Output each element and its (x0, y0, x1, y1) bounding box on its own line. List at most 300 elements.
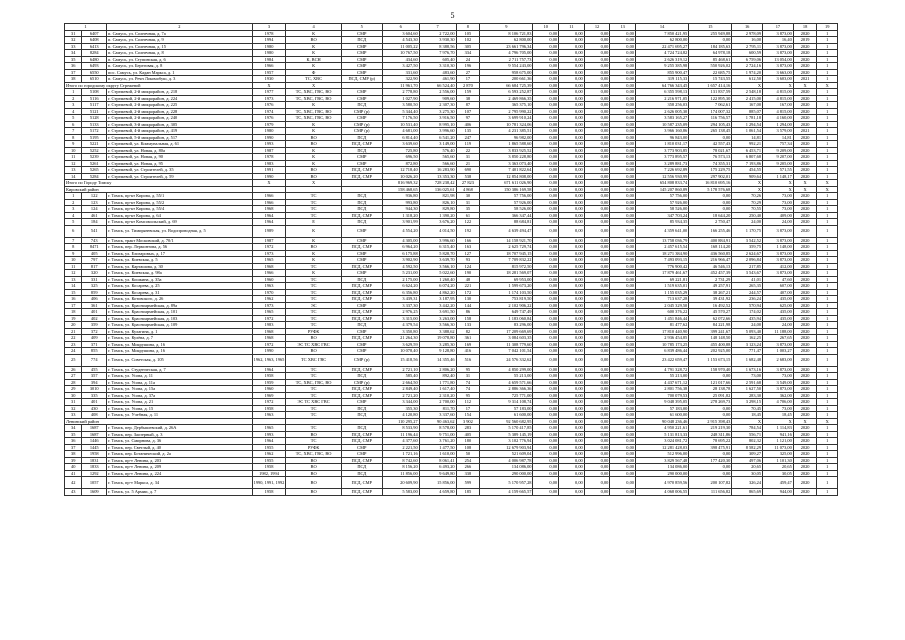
table-cell: 0,00 (533, 225, 559, 237)
table-cell: 0,00 (533, 328, 559, 335)
table-cell: 0,00 (533, 128, 559, 135)
table-cell: 1 (817, 193, 838, 200)
table-cell: 1990 (252, 348, 286, 355)
table-cell: 0,00 (610, 412, 636, 419)
table-cell: 13 (65, 276, 82, 283)
table-cell: ПСД (341, 134, 382, 141)
table-cell: СМР (341, 69, 382, 76)
table-cell: 35 (65, 56, 82, 63)
table-cell: 5265 (82, 167, 107, 174)
table-cell: 516 (456, 354, 480, 366)
table-cell: 0,00 (610, 418, 636, 425)
table-cell: 3 275,30 (419, 108, 456, 115)
table-cell: 255 949,88 (689, 30, 732, 37)
table-cell: 10 587 235,09 (635, 121, 688, 128)
table-cell: г. Томск, ул. Усова, д. 37а (107, 392, 253, 399)
table-cell: ПСД (341, 102, 382, 109)
table-cell: 2020 (793, 392, 817, 399)
table-cell: 1 294,54 (732, 121, 763, 128)
table-cell: 6413 (82, 43, 107, 50)
table-cell: 40 (65, 464, 82, 471)
table-cell: 18 644,20 (689, 212, 732, 219)
table-cell: 0,00 (689, 464, 732, 471)
table-cell: 0,00 (533, 335, 559, 342)
table-cell: ПСД, СМР (341, 457, 382, 464)
table-cell: 2020 (793, 115, 817, 122)
table-cell: 0,00 (559, 444, 585, 451)
table-cell: 885,07 (732, 108, 763, 115)
table-cell: 8471 (82, 244, 107, 251)
table-cell: г. Томск, ул. Усова, д. 15 (107, 405, 253, 412)
table-cell: 1 610,00 (419, 451, 456, 458)
table-cell: 13 758 036,79 (635, 237, 688, 244)
table-cell: 0,00 (533, 489, 559, 496)
table-cell: 435,00 (763, 315, 794, 322)
table-cell: 0,00 (533, 464, 559, 471)
table-cell: 105 (456, 30, 480, 37)
table-cell: 0,00 (584, 212, 610, 219)
column-number-cell: 8 (456, 24, 480, 31)
table-cell: 1 (817, 283, 838, 290)
table-cell: 372 (82, 328, 107, 335)
table-cell: 38 (456, 95, 480, 102)
repair-schedule-table (64, 23, 838, 496)
table-cell: 338 (456, 470, 480, 477)
table-cell: 150 386 169,58 (480, 186, 533, 193)
table-cell: ПСД, СМР (341, 212, 382, 219)
table-cell: ТС, ХВС, ГВС, ВО (286, 379, 341, 386)
table-cell: 17 (456, 405, 480, 412)
table-cell: 571,55 (763, 167, 794, 174)
table-cell: 7 493 093,15 (635, 257, 688, 264)
table-cell: 0,00 (584, 270, 610, 277)
table-cell: 2019 (793, 37, 817, 44)
table-cell: ПСД, СМР (341, 141, 382, 148)
table-cell: 1 155 035,29 (635, 289, 688, 296)
table-cell: 0,00 (559, 43, 585, 50)
table-cell: 55 213,00 (635, 373, 688, 380)
table-cell: г. Томск, ул. Мокрушина, д. 16 (107, 341, 253, 348)
table-cell: 0,00 (584, 115, 610, 122)
row-label-cell: Итого по Городу Томску (65, 180, 253, 187)
table-cell: СМР (341, 56, 382, 63)
table-cell: 0,00 (610, 121, 636, 128)
table-cell: г. Томск, ул. Косарева, д. 31 (107, 289, 253, 296)
table-cell: 0,00 (533, 263, 559, 270)
table-cell: 0,00 (533, 212, 559, 219)
table-cell: 2020 (793, 160, 817, 167)
table-cell: 0,00 (610, 477, 636, 489)
table-cell: К (286, 102, 341, 109)
table-cell: ПСД, СМР (341, 309, 382, 316)
table-cell: 0,00 (610, 457, 636, 464)
table-cell: 16 (65, 296, 82, 303)
table-cell: 34 (65, 50, 82, 57)
table-cell: 5 231,00 (382, 270, 419, 277)
table-cell: 11 073,00 (763, 444, 794, 451)
table-cell: 326,24 (732, 477, 763, 489)
table-cell: 1 (817, 225, 838, 237)
table-cell: 0,00 (559, 431, 585, 438)
table-cell: 0,00 (559, 341, 585, 348)
table-cell: 0,00 (559, 115, 585, 122)
table-cell: 2 548,18 (732, 89, 763, 96)
table-cell: Х (763, 82, 794, 89)
table-cell: 6 839 486,44 (635, 348, 688, 355)
table-cell: 6480 (82, 56, 107, 63)
table-cell: 134 086,00 (635, 464, 688, 471)
table-cell: 4 706,00 (763, 399, 794, 406)
table-cell: 2020 (793, 289, 817, 296)
table-cell: 2020 (793, 470, 817, 477)
table-cell: 0,00 (610, 328, 636, 335)
table-cell: 1 (817, 212, 838, 219)
table-cell: 2020 (793, 366, 817, 373)
table-cell: 0,00 (610, 154, 636, 161)
table-cell: 0,00 (610, 89, 636, 96)
table-cell: 5 583,00 (382, 489, 419, 496)
table-cell: 0,00 (584, 309, 610, 316)
table-cell: 0,00 (533, 386, 559, 393)
table-cell: 0,00 (533, 366, 559, 373)
table-cell: 405 (82, 250, 107, 257)
table-cell: 0,00 (584, 160, 610, 167)
table-cell: 1987 (252, 147, 286, 154)
table-cell: 0,00 (559, 283, 585, 290)
table-cell: ТС (286, 405, 341, 412)
table-cell: ТС (286, 193, 341, 200)
table-cell: 6408 (82, 37, 107, 44)
table-cell: 1 (817, 154, 838, 161)
table-cell: 0,00 (533, 315, 559, 322)
table-cell: 0,00 (533, 425, 559, 432)
table-cell: 2020 (793, 89, 817, 96)
table-cell: 455 400,88 (689, 341, 732, 348)
table-row (65, 354, 838, 366)
table-cell: 69 953,00 (480, 276, 533, 283)
table-cell: 0,00 (610, 219, 636, 226)
table-cell: 941,16 (763, 431, 794, 438)
table-cell: ТС (286, 425, 341, 432)
table-cell: 37 (65, 69, 82, 76)
table-cell: СМР (341, 89, 382, 96)
table-cell: 85 934,35 (635, 219, 688, 226)
table-cell: 325 (82, 283, 107, 290)
table-cell: 0,00 (559, 457, 585, 464)
table-cell: 1964 (252, 438, 286, 445)
table-cell: 362,00 (763, 392, 794, 399)
table-cell: 4 160,00 (763, 115, 794, 122)
table-cell: 5 (65, 115, 82, 122)
table-cell: 0,00 (584, 128, 610, 135)
table-cell: г. Томск, ул. Мокрушина, д. 16 (107, 348, 253, 355)
table-cell: 1 148,17 (763, 173, 794, 180)
table-cell: 2021 (793, 128, 817, 135)
table-cell: 134 086,00 (480, 464, 533, 471)
table-cell: 62 072,66 (689, 315, 732, 322)
table-cell: г. Томск, ул. Студенческая, д. 7 (107, 366, 253, 373)
table-cell: 0,00 (559, 56, 585, 63)
table-cell: г. Стрежевой, 5-й микрорайон, д. 517 (107, 134, 253, 141)
table-cell: СМР (р) (341, 379, 382, 386)
table-cell: 1831 (82, 457, 107, 464)
table-cell: 11 (65, 263, 82, 270)
table-cell: 0,00 (559, 477, 585, 489)
table-cell: ПСД, СМР (341, 296, 382, 303)
table-cell: г. Стрежевой, ул. Новая, д. 80а (107, 147, 253, 154)
table-cell: 0,00 (584, 457, 610, 464)
table-cell: 2020 (793, 134, 817, 141)
table-cell: Х (763, 418, 794, 425)
table-cell: 0,00 (533, 250, 559, 257)
table-cell: 1 451 846,44 (635, 315, 688, 322)
table-cell: 0,00 (610, 489, 636, 496)
table-cell: 166 255,46 (689, 225, 732, 237)
table-cell: пос. Самусь, ул. Кадан Маркса, д. 1 (107, 69, 253, 76)
table-cell: 909,64 (732, 173, 763, 180)
table-cell: 5172 (82, 128, 107, 135)
table-cell: 70,45 (732, 405, 763, 412)
table-cell: 3 996,60 (419, 237, 456, 244)
table-cell: 0,00 (610, 43, 636, 50)
table-cell: 0,00 (584, 50, 610, 57)
table-cell: 2 591,68 (732, 379, 763, 386)
table-cell: 2020 (793, 328, 817, 335)
table-cell: 3 603,00 (763, 76, 794, 83)
table-cell: 266 (456, 464, 480, 471)
table-cell: 216 966,47 (689, 257, 732, 264)
table-cell: 18,45 (763, 412, 794, 419)
table-cell: 4 068 006,55 (635, 489, 688, 496)
table-cell: 4 639 494,47 (480, 225, 533, 237)
table-cell: 0,00 (533, 115, 559, 122)
table-cell: 21 (65, 328, 82, 335)
table-cell: 5 170 957,28 (480, 477, 533, 489)
table-cell: 3 873,00 (763, 225, 794, 237)
table-cell: 39 (65, 457, 82, 464)
table-cell: 0,00 (610, 56, 636, 63)
table-cell: 2020 (793, 212, 817, 219)
table-cell: 1 (817, 108, 838, 115)
table-cell: 1 (817, 341, 838, 348)
column-number-cell: 14 (635, 24, 688, 31)
table-cell: 7 976,70 (419, 50, 456, 57)
table-cell: 33 (65, 43, 82, 50)
table-cell: К (286, 128, 341, 135)
table-cell: 2 778,80 (382, 89, 419, 96)
table-cell: 2 457 615,54 (635, 244, 688, 251)
table-cell: 347 703,24 (635, 212, 688, 219)
table-cell: 9 751,00 (419, 431, 456, 438)
table-cell: ТС (286, 276, 341, 283)
table-cell: 18,45 (732, 412, 763, 419)
table-cell: 2 307,30 (419, 102, 456, 109)
table-cell: 0,00 (584, 37, 610, 44)
table-cell: К (286, 147, 341, 154)
table-cell: 2 625 729,74 (480, 244, 533, 251)
table-cell: 3 639,70 (419, 257, 456, 264)
table-cell: 0,00 (584, 405, 610, 412)
table-cell: 24 576 332,62 (480, 354, 533, 366)
table-cell: 1 (817, 366, 838, 373)
table-cell: 815 972,50 (480, 263, 533, 270)
table-cell: 70,26 (732, 193, 763, 200)
table-cell: 2020 (793, 341, 817, 348)
table-cell: 130 (456, 296, 480, 303)
table-cell: 16 492,52 (689, 302, 732, 309)
table-cell: 0,00 (533, 470, 559, 477)
table-cell: п. Самусь, ул. Солнечная, д. 8 (107, 50, 253, 57)
table-cell: 254 (456, 457, 480, 464)
table-cell: 0,00 (533, 341, 559, 348)
table-cell: СМР (341, 270, 382, 277)
table-cell: 76 573,13 (689, 154, 732, 161)
table-cell: 11 005,22 (382, 43, 419, 50)
table-cell: ПСД (341, 147, 382, 154)
table-cell: 9 554 243,00 (480, 63, 533, 70)
table-cell: ТС ХВС ГВС (286, 354, 341, 366)
table-cell: К (286, 30, 341, 37)
table-cell: 158 970,40 (689, 366, 732, 373)
table-cell: г. Томск, ул. Красноармейская, д. 103 (107, 315, 253, 322)
table-cell: 0,00 (584, 412, 610, 419)
table-cell: 202 925,00 (689, 348, 732, 355)
table-cell: 78 021,67 (689, 147, 732, 154)
table-cell: 1 (817, 296, 838, 303)
table-cell: 108 (456, 444, 480, 451)
table-cell: 11 196,44 (382, 431, 419, 438)
table-cell: 6 356,80 (382, 289, 419, 296)
table-cell: ПСД, СМР (341, 477, 382, 489)
table-cell: 12 718,40 (382, 167, 419, 174)
table-cell: 0,00 (584, 477, 610, 489)
table-cell: 196 (456, 63, 480, 70)
table-cell: 24 (65, 348, 82, 355)
column-number-cell: 5 (341, 24, 382, 31)
table-cell: 408 (82, 412, 107, 419)
table-cell: 2 700,00 (419, 399, 456, 406)
table-cell: 0,00 (610, 193, 636, 200)
table-cell: 5116 (82, 95, 107, 102)
table-cell: 0,00 (533, 50, 559, 57)
table-cell: 0,00 (559, 322, 585, 329)
table-cell: 0,00 (584, 444, 610, 451)
table-cell: 107 (456, 108, 480, 115)
table-cell: 1958 (252, 464, 286, 471)
table-cell: 0,00 (533, 37, 559, 44)
table-cell: г. Томск, пер. Ботанический, д. 2а (107, 451, 253, 458)
table-cell: 2020 (793, 379, 817, 386)
table-cell: г. Томск, ул. Киевская, д. 98а (107, 270, 253, 277)
table-cell: ЭС (286, 302, 341, 309)
table-cell: 944,30 (382, 206, 419, 213)
table-cell: 1970 (252, 289, 286, 296)
table-cell: 0,00 (559, 102, 585, 109)
table-cell: 6 624,20 (382, 283, 419, 290)
table-cell: 66 684 725,39 (480, 82, 533, 89)
table-cell: 944,00 (763, 489, 794, 496)
table-cell: 0,00 (610, 354, 636, 366)
table-cell: 2 556,00 (419, 89, 456, 96)
table-cell: г. Томск, ул. Кулагина, д. 1 (107, 328, 253, 335)
table-cell: 2 849,40 (382, 386, 419, 393)
table-cell: 43 (65, 489, 82, 496)
table-cell: 1987 (252, 237, 286, 244)
table-cell: 16 810 695,16 (689, 180, 732, 187)
table-cell: 1 721,16 (382, 451, 419, 458)
table-cell: 42 (65, 477, 82, 489)
table-cell: 461 (82, 212, 107, 219)
table-cell: 0,00 (610, 206, 636, 213)
table-cell: 73,00 (763, 373, 794, 380)
table-cell: 64 978,18 (689, 50, 732, 57)
table-cell: 0,00 (610, 244, 636, 251)
table-cell: 2020 (793, 457, 817, 464)
table-cell: ПСД, СМР (341, 438, 382, 445)
table-cell: 1 (817, 69, 838, 76)
table-cell: 0,00 (559, 89, 585, 96)
table-cell: СМР (р) (341, 128, 382, 135)
table-cell: 0,00 (533, 418, 559, 425)
table-cell: 2 721,20 (382, 392, 419, 399)
table-cell: 728 238,42 (419, 180, 456, 187)
table-cell: 0,00 (559, 464, 585, 471)
table-cell: 0,00 (610, 276, 636, 283)
table-cell: ТС (286, 392, 341, 399)
table-cell: 73,00 (732, 373, 763, 380)
table-cell: 1 (817, 276, 838, 283)
table-cell: 3 873,00 (763, 257, 794, 264)
table-cell: ПСД, СМР (341, 167, 382, 174)
table-cell: 1969 (252, 392, 286, 399)
table-cell: п. Самусь, ул. Солнечная, д. 9 (107, 37, 253, 44)
table-cell: 175 229,75 (689, 167, 732, 174)
table-cell: 1973 (252, 250, 286, 257)
table-cell: 1990 (252, 173, 286, 180)
table-cell: ВО (286, 244, 341, 251)
table-cell: 0,00 (610, 405, 636, 412)
table-cell: 17 (456, 76, 480, 83)
table-cell: 2 722,00 (419, 30, 456, 37)
table-cell: 0,00 (533, 219, 559, 226)
table-cell: 10 767,50 (382, 50, 419, 57)
table-cell: 3 350,80 (382, 328, 419, 335)
table-cell: 2 915 398,43 (689, 418, 732, 425)
table-cell: 713 637,28 (635, 296, 688, 303)
table-cell: 0,00 (584, 489, 610, 496)
table-cell: 0,00 (559, 167, 585, 174)
table-cell: ПСД, СМР (341, 244, 382, 251)
table-cell: 4 006 987,78 (480, 457, 533, 464)
table-cell: 3 310,30 (419, 63, 456, 70)
table-cell: 14,81 (732, 134, 763, 141)
table-cell: 0,00 (584, 219, 610, 226)
table-cell: 36 (65, 438, 82, 445)
table-cell: 0,00 (584, 470, 610, 477)
table-cell: 1974 (252, 108, 286, 115)
table-cell: 3010 (82, 386, 107, 393)
table-cell: 1 (817, 328, 838, 335)
table-cell: 2020 (793, 102, 817, 109)
table-cell: 28 (65, 379, 82, 386)
table-cell: 163 (456, 244, 480, 251)
table-cell: РУФК (286, 328, 341, 335)
table-cell: 406 (82, 296, 107, 303)
table-cell: 1980 (252, 128, 286, 135)
table-cell: ПСД (341, 37, 382, 44)
table-cell: 600 376,22 (635, 309, 688, 316)
table-cell: 3 344,00 (382, 399, 419, 406)
